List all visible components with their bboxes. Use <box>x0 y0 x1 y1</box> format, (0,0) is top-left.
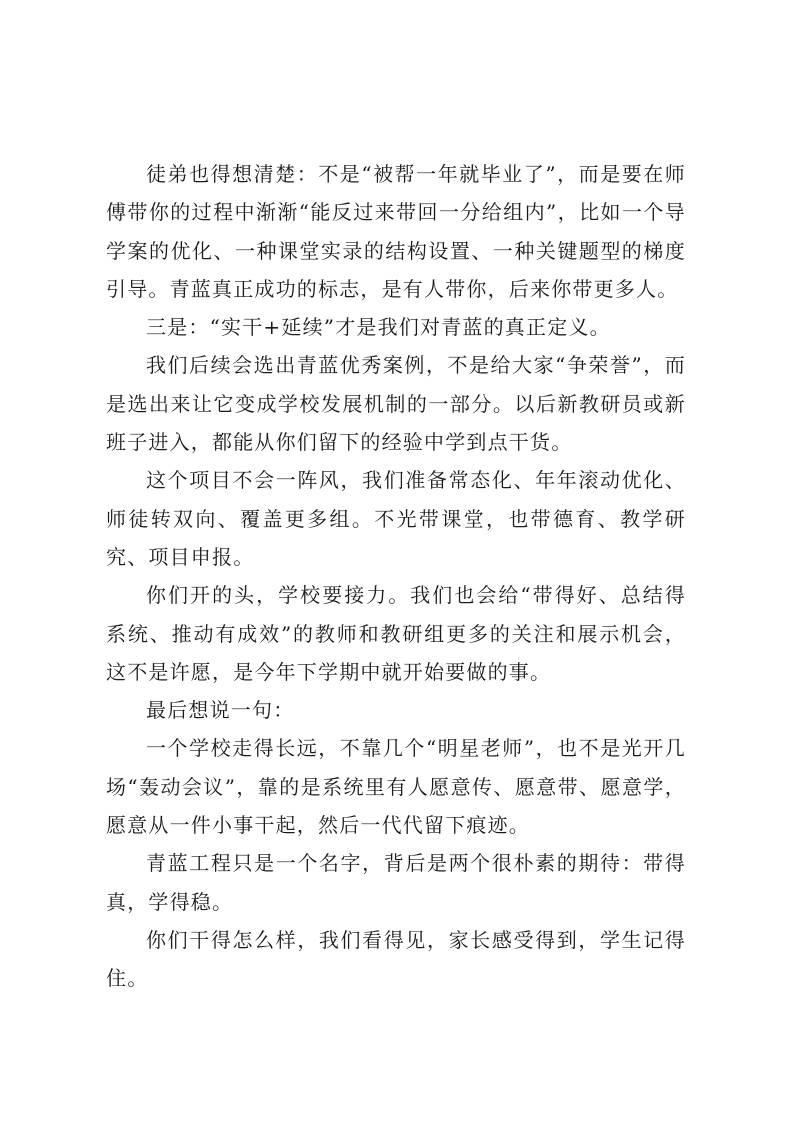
paragraph: 徒弟也得想清楚：不是“被帮一年就毕业了”，而是要在师傅带你的过程中渐渐“能反过来带回一分给组内”，比如一个导学案的优化、一种课堂实录的结构设置、一种关键题型的梯度引导。青蓝真正成功的标志，是有人带你，后来你带更多人。 <box>106 162 686 301</box>
paragraph: 青蓝工程只是一个名字，背后是两个很朴素的期待：带得真，学得稳。 <box>106 851 686 914</box>
paragraph: 这个项目不会一阵风，我们准备常态化、年年滚动优化、师徒转双向、覆盖更多组。不光带课堂，也带德育、教学研究、项目申报。 <box>106 468 686 569</box>
document-body <box>106 155 686 998</box>
paragraph: 最后想说一句： <box>146 698 295 723</box>
paragraph: 你们开的头，学校要接力。我们也会给“带得好、总结得系统、推动有成效”的教师和教研组更多的关注和展示机会，这不是许愿，是今年下学期中就开始要做的事。 <box>106 583 686 684</box>
paragraph: 我们后续会选出青蓝优秀案例，不是给大家“争荣誉”，而是选出来让它变成学校发展机制的一部分。以后新教研员或新班子进入，都能从你们留下的经验中学到点干货。 <box>106 353 686 455</box>
paragraph: 你们干得怎么样，我们看得见，家长感受得到，学生记得住。 <box>106 927 686 991</box>
paragraph: 三是：“实干+延续”才是我们对青蓝的真正定义。 <box>146 315 611 340</box>
paragraph: 一个学校走得长远，不靠几个“明星老师”，也不是光开几场“轰动会议”，靠的是系统里有人愿意传、愿意带、愿意学，愿意从一件小事干起，然后一代代留下痕迹。 <box>106 736 686 838</box>
